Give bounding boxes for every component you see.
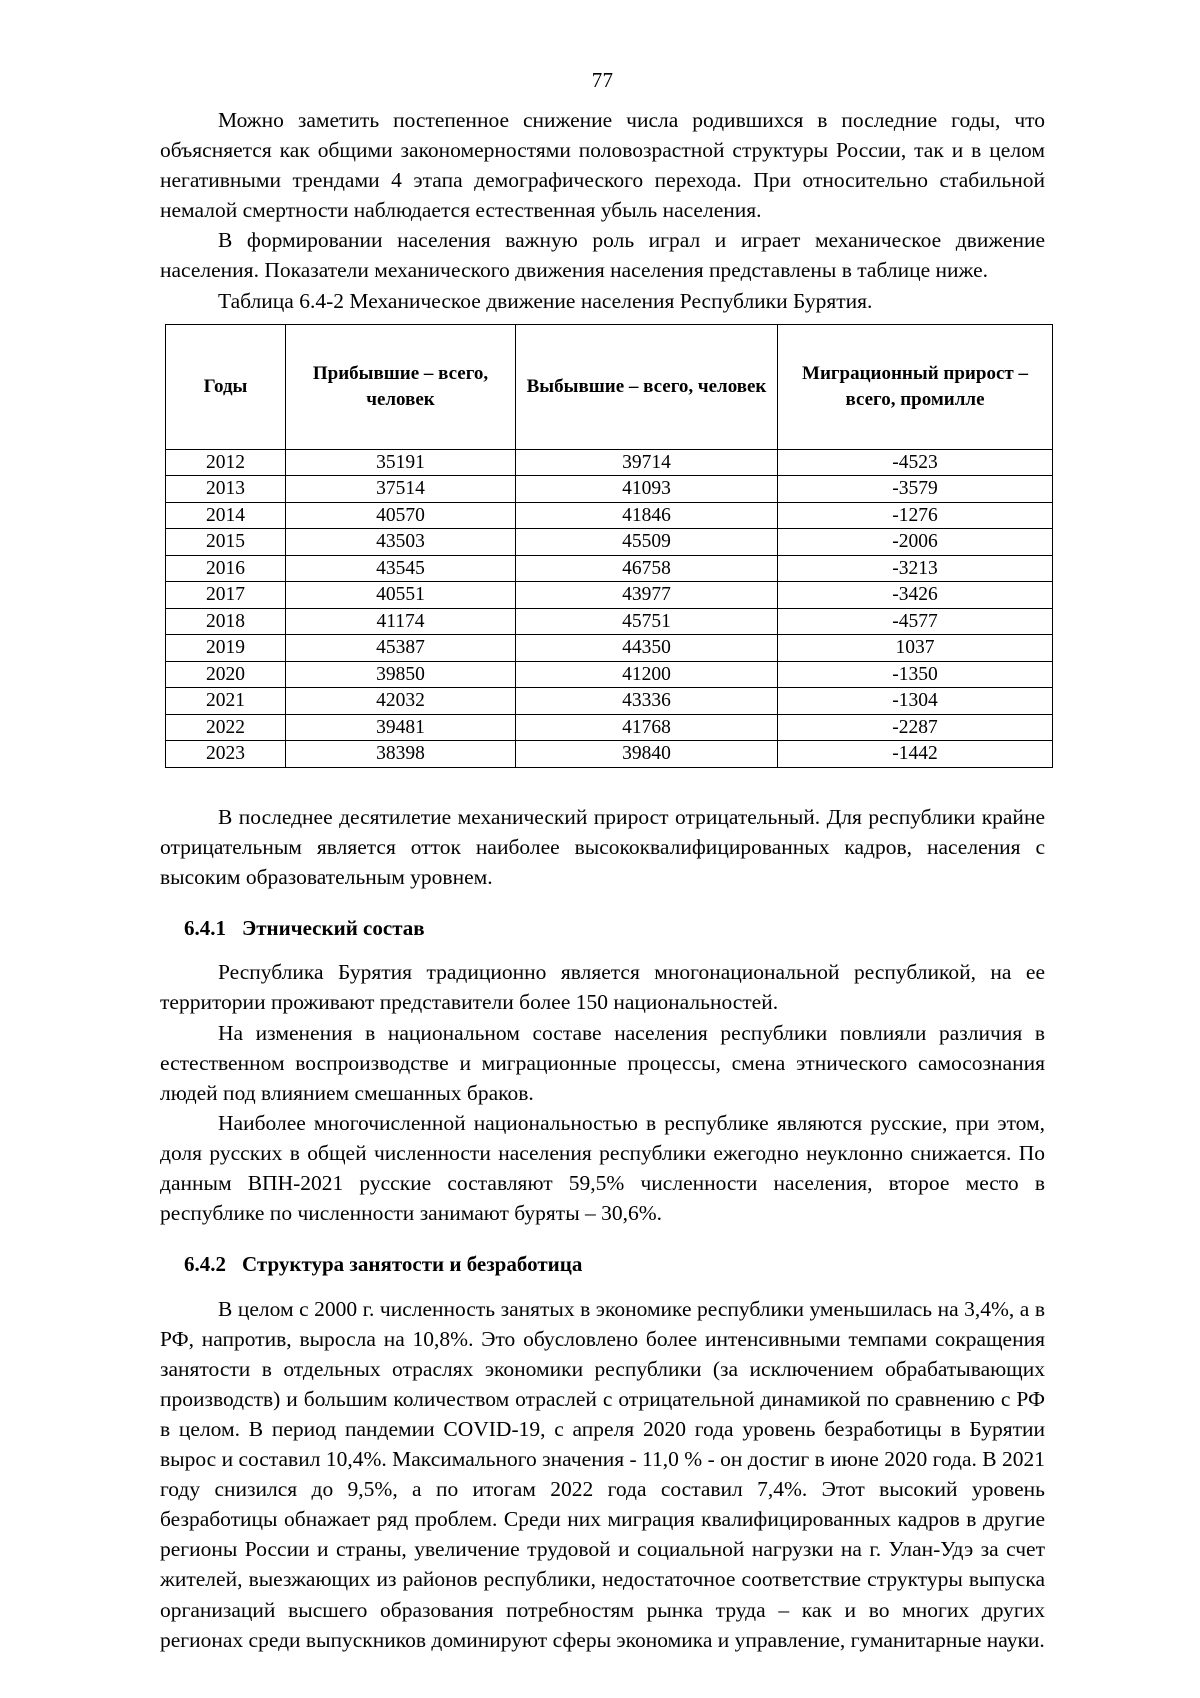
cell-year: 2017 bbox=[166, 582, 286, 609]
table-row bbox=[166, 555, 1053, 582]
spacer-after-table bbox=[160, 768, 1045, 802]
table-row bbox=[166, 714, 1053, 741]
cell-migration: -2287 bbox=[778, 714, 1053, 741]
section-heading-employment-structure bbox=[160, 1250, 1045, 1279]
cell-migration: -1350 bbox=[778, 661, 1053, 688]
cell-arrived: 45387 bbox=[286, 635, 516, 662]
section-number: 6.4.1 bbox=[184, 915, 226, 940]
cell-year: 2015 bbox=[166, 529, 286, 556]
cell-departed: 45751 bbox=[516, 608, 778, 635]
section-heading-ethnic-composition bbox=[160, 914, 1045, 943]
table-header-row bbox=[166, 324, 1053, 449]
table-body bbox=[166, 449, 1053, 767]
cell-departed: 41200 bbox=[516, 661, 778, 688]
cell-arrived: 35191 bbox=[286, 449, 516, 476]
cell-arrived: 42032 bbox=[286, 688, 516, 715]
cell-migration: -1276 bbox=[778, 502, 1053, 529]
section-number: 6.4.2 bbox=[184, 1252, 226, 1277]
cell-migration: -3579 bbox=[778, 476, 1053, 503]
section-title: Структура занятости и безработица bbox=[242, 1252, 583, 1277]
cell-migration: -4523 bbox=[778, 449, 1053, 476]
cell-departed: 39840 bbox=[516, 741, 778, 768]
cell-departed: 41768 bbox=[516, 714, 778, 741]
page-number: 77 bbox=[591, 68, 614, 92]
paragraph-births-decline: Можно заметить постепенное снижение числа родившихся в последние годы, что объясняется как общими закономерностями половозрастной структуры России, так и в целом негативными трендами 4 этапа демографического перехода. При относительно стабильной немалой смертности наблюдается естественная убыль населения. bbox=[160, 108, 1045, 223]
table-caption: Таблица 6.4-2 Механическое движение населения Республики Бурятия. bbox=[218, 288, 873, 313]
cell-migration: -1442 bbox=[778, 741, 1053, 768]
cell-year: 2013 bbox=[166, 476, 286, 503]
table-row bbox=[166, 661, 1053, 688]
cell-migration: -3426 bbox=[778, 582, 1053, 609]
cell-migration: -1304 bbox=[778, 688, 1053, 715]
cell-migration: -2006 bbox=[778, 529, 1053, 556]
table-header bbox=[166, 324, 1053, 449]
cell-departed: 43977 bbox=[516, 582, 778, 609]
cell-departed: 45509 bbox=[516, 529, 778, 556]
cell-arrived: 37514 bbox=[286, 476, 516, 503]
cell-departed: 41846 bbox=[516, 502, 778, 529]
column-header-years: Годы bbox=[166, 324, 286, 449]
cell-arrived: 40551 bbox=[286, 582, 516, 609]
cell-migration: -3213 bbox=[778, 555, 1053, 582]
cell-year: 2022 bbox=[166, 714, 286, 741]
cell-arrived: 38398 bbox=[286, 741, 516, 768]
table-row bbox=[166, 635, 1053, 662]
cell-year: 2019 bbox=[166, 635, 286, 662]
column-header-departed: Выбывшие – всего, человек bbox=[516, 324, 778, 449]
cell-departed: 46758 bbox=[516, 555, 778, 582]
cell-departed: 41093 bbox=[516, 476, 778, 503]
section-title: Этнический состав bbox=[242, 915, 425, 940]
cell-departed: 43336 bbox=[516, 688, 778, 715]
migration-table bbox=[165, 324, 1053, 768]
paragraph-migration-negative: В последнее десятилетие механический прирост отрицательный. Для республики крайне отрицательным является отток наиболее высококвалифицированных кадров, населения с высоким образовательным уровнем. bbox=[160, 804, 1045, 889]
paragraph-employment-unemployment: В целом с 2000 г. численность занятых в экономике республики уменьшилась на 3,4%, а в РФ, напротив, выросла на 10,8%. Это обусловлено более интенсивными темпами сокращения занятости в отдельных отраслях экономики республики (за исключением обрабатывающих производств) и большим количеством отраслей с отрицательной динамикой по сравнению с РФ в целом. В период пандемии COVID-19, с апреля 2020 года уровень безработицы в Бурятии вырос и составил 10,4%. Максимального значения - 11,0 % - он достиг в июне 2020 года. В 2021 году снизился до 9,5%, а по итогам 2022 года составил 7,4%. Этот высокий уровень безработицы обнажает ряд проблем. Среди них миграция квалифицированных кадров в другие регионы России и страны, увеличение трудовой и социальной нагрузки на г. Улан-Удэ за счет жителей, выезжающих из районов республики, недостаточное соответствие структуры выпуска организаций высшего образования потребностям рынка труда – как и во многих других регионах среди выпускников доминируют сферы экономика и управление, гуманитарные науки. bbox=[160, 1296, 1045, 1652]
cell-arrived: 39850 bbox=[286, 661, 516, 688]
cell-arrived: 41174 bbox=[286, 608, 516, 635]
paragraph-russians-buryats: Наиболее многочисленной национальностью в республике являются русские, при этом, доля русских в общей численности населения республики ежегодно неуклонно снижается. По данным ВПН-2021 русские составляют 59,5% численности населения, второе место в республике по численности занимают буряты – 30,6%. bbox=[160, 1110, 1045, 1226]
cell-arrived: 40570 bbox=[286, 502, 516, 529]
table-row bbox=[166, 741, 1053, 768]
paragraph-mechanical-movement: В формировании населения важную роль играл и играет механическое движение населения. Показатели механического движения населения представлены в таблице ниже. bbox=[160, 228, 1045, 283]
column-header-migration-growth: Миграционный прирост – всего, промилле bbox=[778, 324, 1053, 449]
cell-year: 2016 bbox=[166, 555, 286, 582]
spacer-after-heading-642 bbox=[160, 1280, 1045, 1294]
cell-year: 2012 bbox=[166, 449, 286, 476]
cell-year: 2021 bbox=[166, 688, 286, 715]
table-row bbox=[166, 449, 1053, 476]
cell-arrived: 39481 bbox=[286, 714, 516, 741]
cell-departed: 44350 bbox=[516, 635, 778, 662]
paragraph-national-composition-changes: На изменения в национальном составе населения республики повлияли различия в естественном воспроизводстве и миграционные процессы, смена этнического самосознания людей под влиянием смешанных браков. bbox=[160, 1020, 1045, 1105]
cell-departed: 39714 bbox=[516, 449, 778, 476]
cell-migration: -4577 bbox=[778, 608, 1053, 635]
cell-year: 2020 bbox=[166, 661, 286, 688]
cell-year: 2023 bbox=[166, 741, 286, 768]
cell-year: 2014 bbox=[166, 502, 286, 529]
paragraph-multinational: Республика Бурятия традиционно является многонациональной республикой, на ее территории проживают представители более 150 национальностей. bbox=[160, 960, 1045, 1015]
table-row bbox=[166, 502, 1053, 529]
table-row bbox=[166, 582, 1053, 609]
table-row bbox=[166, 688, 1053, 715]
table-row bbox=[166, 608, 1053, 635]
cell-migration: 1037 bbox=[778, 635, 1053, 662]
table-row bbox=[166, 529, 1053, 556]
cell-year: 2018 bbox=[166, 608, 286, 635]
cell-arrived: 43545 bbox=[286, 555, 516, 582]
column-header-arrived: Прибывшие – всего, человек bbox=[286, 324, 516, 449]
table-row bbox=[166, 476, 1053, 503]
cell-arrived: 43503 bbox=[286, 529, 516, 556]
spacer-after-heading-641 bbox=[160, 943, 1045, 957]
